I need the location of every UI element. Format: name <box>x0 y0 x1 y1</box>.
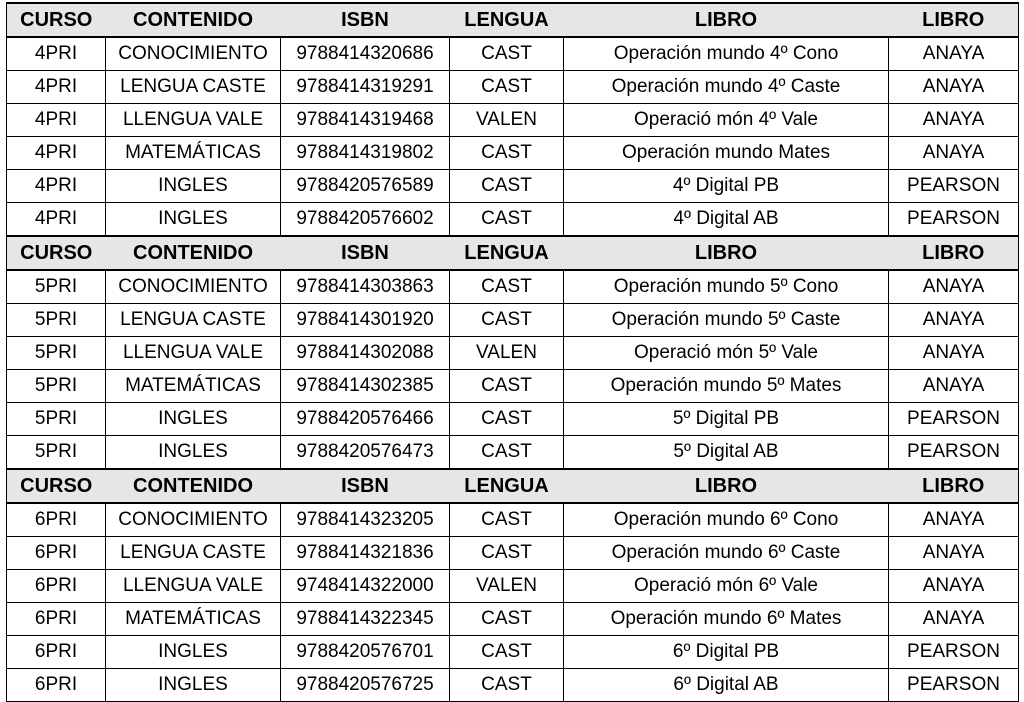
cell-curso: 4PRI <box>7 203 106 237</box>
cell-libro: 4º Digital AB <box>564 203 889 237</box>
cell-lengua: CAST <box>450 203 564 237</box>
cell-contenido: CONOCIMIENTO <box>106 270 281 304</box>
table-row <box>7 104 1019 137</box>
cell-curso: 5PRI <box>7 304 106 337</box>
column-header-curso: CURSO <box>7 469 106 503</box>
cell-editorial: ANAYA <box>889 370 1019 403</box>
cell-editorial: PEARSON <box>889 203 1019 237</box>
header-row <box>7 236 1019 270</box>
cell-curso: 5PRI <box>7 403 106 436</box>
cell-libro: Operación mundo 6º Mates <box>564 603 889 636</box>
table-row <box>7 337 1019 370</box>
header-row <box>7 3 1019 37</box>
column-header-contenido: CONTENIDO <box>106 236 281 270</box>
cell-lengua: CAST <box>450 603 564 636</box>
cell-libro: Operació món 6º Vale <box>564 570 889 603</box>
cell-curso: 4PRI <box>7 104 106 137</box>
cell-editorial: PEARSON <box>889 636 1019 669</box>
cell-editorial: ANAYA <box>889 537 1019 570</box>
cell-isbn: 9788414302088 <box>281 337 450 370</box>
cell-curso: 4PRI <box>7 170 106 203</box>
cell-isbn: 9788414319802 <box>281 137 450 170</box>
column-header-libro: LIBRO <box>564 236 889 270</box>
cell-isbn: 9788414303863 <box>281 270 450 304</box>
cell-isbn: 9748414322000 <box>281 570 450 603</box>
cell-editorial: ANAYA <box>889 503 1019 537</box>
cell-curso: 5PRI <box>7 370 106 403</box>
column-header-editorial: LIBRO <box>889 236 1019 270</box>
cell-libro: Operació món 5º Vale <box>564 337 889 370</box>
cell-contenido: LENGUA CASTE <box>106 304 281 337</box>
cell-isbn: 9788414319291 <box>281 71 450 104</box>
cell-editorial: PEARSON <box>889 170 1019 203</box>
cell-libro: 4º Digital PB <box>564 170 889 203</box>
cell-isbn: 9788414322345 <box>281 603 450 636</box>
cell-isbn: 9788420576589 <box>281 170 450 203</box>
table-row <box>7 137 1019 170</box>
cell-lengua: CAST <box>450 370 564 403</box>
table-row <box>7 304 1019 337</box>
cell-contenido: MATEMÁTICAS <box>106 370 281 403</box>
column-header-curso: CURSO <box>7 3 106 37</box>
column-header-libro: LIBRO <box>564 469 889 503</box>
cell-lengua: CAST <box>450 436 564 470</box>
cell-libro: 6º Digital PB <box>564 636 889 669</box>
cell-editorial: ANAYA <box>889 304 1019 337</box>
cell-curso: 6PRI <box>7 603 106 636</box>
cell-libro: Operación mundo Mates <box>564 137 889 170</box>
table-row <box>7 603 1019 636</box>
cell-isbn: 9788420576473 <box>281 436 450 470</box>
column-header-libro: LIBRO <box>564 3 889 37</box>
cell-editorial: ANAYA <box>889 603 1019 636</box>
table-row <box>7 436 1019 470</box>
table-row <box>7 403 1019 436</box>
cell-libro: Operación mundo 5º Cono <box>564 270 889 304</box>
cell-curso: 5PRI <box>7 270 106 304</box>
column-header-isbn: ISBN <box>281 469 450 503</box>
cell-curso: 4PRI <box>7 71 106 104</box>
cell-editorial: ANAYA <box>889 104 1019 137</box>
table-row <box>7 669 1019 702</box>
cell-lengua: CAST <box>450 71 564 104</box>
cell-editorial: PEARSON <box>889 436 1019 470</box>
cell-lengua: CAST <box>450 37 564 71</box>
cell-libro: Operación mundo 4º Caste <box>564 71 889 104</box>
cell-lengua: VALEN <box>450 104 564 137</box>
cell-lengua: CAST <box>450 669 564 702</box>
cell-lengua: VALEN <box>450 337 564 370</box>
cell-isbn: 9788414321836 <box>281 537 450 570</box>
cell-lengua: CAST <box>450 503 564 537</box>
cell-lengua: CAST <box>450 636 564 669</box>
column-header-editorial: LIBRO <box>889 469 1019 503</box>
cell-curso: 6PRI <box>7 570 106 603</box>
column-header-lengua: LENGUA <box>450 3 564 37</box>
column-header-curso: CURSO <box>7 236 106 270</box>
table-row <box>7 636 1019 669</box>
cell-libro: Operación mundo 5º Mates <box>564 370 889 403</box>
cell-isbn: 9788420576725 <box>281 669 450 702</box>
cell-editorial: ANAYA <box>889 270 1019 304</box>
cell-editorial: ANAYA <box>889 337 1019 370</box>
cell-libro: Operación mundo 6º Caste <box>564 537 889 570</box>
table-row <box>7 503 1019 537</box>
cell-contenido: CONOCIMIENTO <box>106 37 281 71</box>
cell-editorial: ANAYA <box>889 71 1019 104</box>
cell-lengua: CAST <box>450 304 564 337</box>
cell-lengua: CAST <box>450 137 564 170</box>
table-row <box>7 71 1019 104</box>
cell-libro: Operación mundo 5º Caste <box>564 304 889 337</box>
cell-libro: Operació món 4º Vale <box>564 104 889 137</box>
cell-isbn: 9788414320686 <box>281 37 450 71</box>
cell-curso: 6PRI <box>7 503 106 537</box>
textbook-table <box>6 2 1019 702</box>
cell-lengua: CAST <box>450 537 564 570</box>
cell-contenido: MATEMÁTICAS <box>106 137 281 170</box>
cell-curso: 4PRI <box>7 37 106 71</box>
cell-lengua: CAST <box>450 403 564 436</box>
column-header-lengua: LENGUA <box>450 469 564 503</box>
table-row <box>7 537 1019 570</box>
cell-curso: 6PRI <box>7 636 106 669</box>
cell-isbn: 9788414301920 <box>281 304 450 337</box>
column-header-lengua: LENGUA <box>450 236 564 270</box>
cell-isbn: 9788414319468 <box>281 104 450 137</box>
table-row <box>7 170 1019 203</box>
cell-lengua: CAST <box>450 170 564 203</box>
cell-contenido: INGLES <box>106 669 281 702</box>
cell-contenido: INGLES <box>106 636 281 669</box>
cell-isbn: 9788420576466 <box>281 403 450 436</box>
cell-contenido: LENGUA CASTE <box>106 71 281 104</box>
cell-contenido: LLENGUA VALE <box>106 104 281 137</box>
cell-contenido: LENGUA CASTE <box>106 537 281 570</box>
cell-curso: 5PRI <box>7 337 106 370</box>
cell-curso: 6PRI <box>7 537 106 570</box>
cell-libro: Operación mundo 6º Cono <box>564 503 889 537</box>
table-row <box>7 37 1019 71</box>
column-header-contenido: CONTENIDO <box>106 469 281 503</box>
cell-libro: 6º Digital AB <box>564 669 889 702</box>
cell-contenido: INGLES <box>106 203 281 237</box>
column-header-isbn: ISBN <box>281 236 450 270</box>
cell-editorial: PEARSON <box>889 403 1019 436</box>
cell-curso: 4PRI <box>7 137 106 170</box>
cell-curso: 5PRI <box>7 436 106 470</box>
table-row <box>7 370 1019 403</box>
column-header-contenido: CONTENIDO <box>106 3 281 37</box>
cell-curso: 6PRI <box>7 669 106 702</box>
cell-contenido: INGLES <box>106 436 281 470</box>
cell-contenido: LLENGUA VALE <box>106 570 281 603</box>
table-row <box>7 203 1019 237</box>
cell-editorial: ANAYA <box>889 570 1019 603</box>
column-header-editorial: LIBRO <box>889 3 1019 37</box>
cell-libro: Operación mundo 4º Cono <box>564 37 889 71</box>
header-row <box>7 469 1019 503</box>
cell-contenido: INGLES <box>106 403 281 436</box>
column-header-isbn: ISBN <box>281 3 450 37</box>
cell-lengua: CAST <box>450 270 564 304</box>
cell-isbn: 9788414302385 <box>281 370 450 403</box>
cell-isbn: 9788414323205 <box>281 503 450 537</box>
cell-contenido: INGLES <box>106 170 281 203</box>
cell-isbn: 9788420576701 <box>281 636 450 669</box>
table-row <box>7 570 1019 603</box>
cell-editorial: ANAYA <box>889 37 1019 71</box>
cell-editorial: ANAYA <box>889 137 1019 170</box>
cell-libro: 5º Digital AB <box>564 436 889 470</box>
cell-contenido: MATEMÁTICAS <box>106 603 281 636</box>
cell-contenido: LLENGUA VALE <box>106 337 281 370</box>
cell-libro: 5º Digital PB <box>564 403 889 436</box>
cell-isbn: 9788420576602 <box>281 203 450 237</box>
cell-editorial: PEARSON <box>889 669 1019 702</box>
table-row <box>7 270 1019 304</box>
cell-lengua: VALEN <box>450 570 564 603</box>
cell-contenido: CONOCIMIENTO <box>106 503 281 537</box>
